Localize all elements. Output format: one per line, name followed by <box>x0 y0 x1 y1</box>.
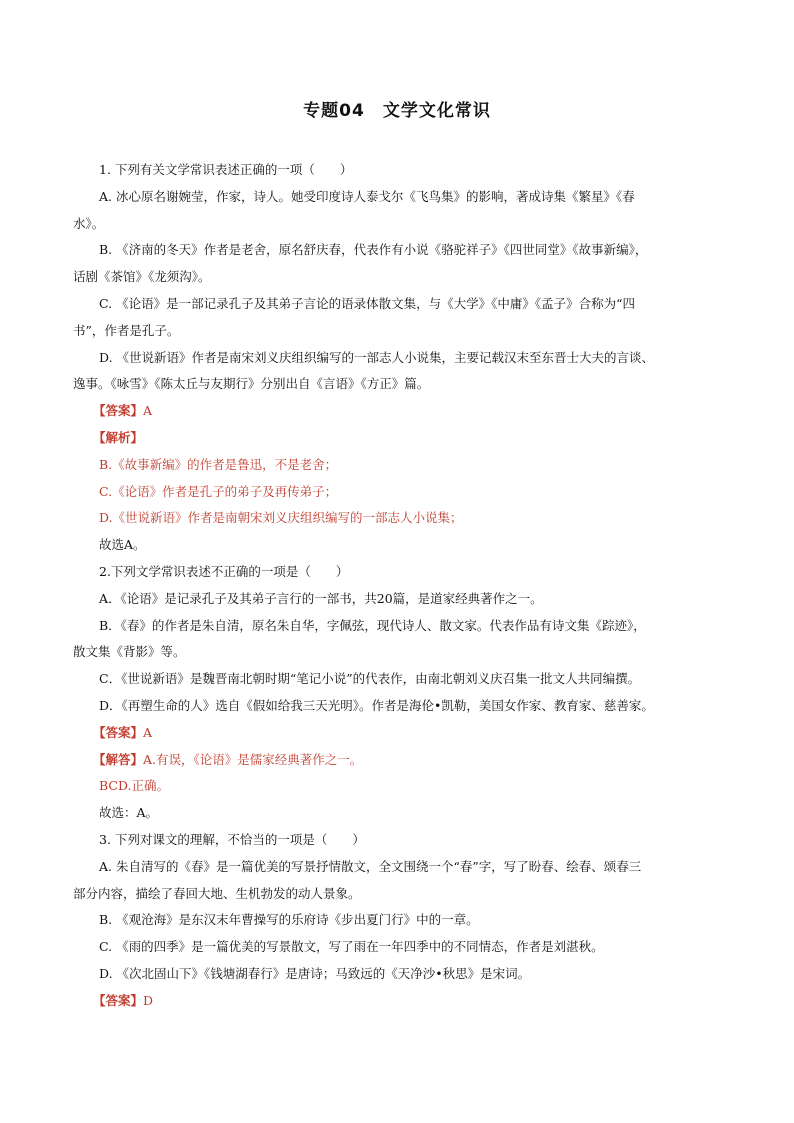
option-line: B. 《济南的冬天》作者是老舍，原名舒庆春，代表作有小说《骆驼祥子》《四世同堂》《故事新编》， <box>99 242 648 258</box>
answer-value: A <box>143 403 153 419</box>
conclusion-text: 故选A。 <box>99 537 146 553</box>
question-stem: 1. 下列有关文学常识表述正确的一项（ ） <box>99 162 353 177</box>
title-main: 专题04 <box>303 101 365 121</box>
content <box>73 157 739 1015</box>
answer-label: 【答案】 <box>93 724 144 740</box>
option-line: D．《再塑生命的人》选自《假如给我三天光明》。作者是海伦•凯勒，美国女作家、教育家、慈善家。 <box>99 697 654 713</box>
option-line: 部分内容，描绘了春回大地、生机勃发的动人景象。 <box>73 885 361 901</box>
option-line: 散文集《背影》等。 <box>73 644 186 660</box>
option-line: A. 朱自清写的《春》是一篇优美的写景抒情散文，全文围绕一个“春”字，写了盼春、绘春、颂春三 <box>99 858 642 874</box>
option-line: A．《论语》是记录孔子及其弟子言行的一部书，共20篇，是道家经典著作之一。 <box>99 590 543 606</box>
option-line: B. 《观沧海》是东汉末年曹操写的乐府诗《步出夏门行》中的一章。 <box>99 912 479 928</box>
option-line: 话剧《茶馆》《龙须沟》。 <box>73 269 211 285</box>
option-line: 逸事。《咏雪》《陈太丘与友期行》分别出自《言语》《方正》篇。 <box>73 376 430 392</box>
option-line: B．《春》的作者是朱自清，原名朱自华，字佩弦，现代诗人、散文家。代表作品有诗文集《踪迹》， <box>99 617 646 633</box>
analysis-label: 【解答】 <box>93 751 144 767</box>
analysis-text: C.《论语》作者是孔子的弟子及再传弟子； <box>99 483 338 499</box>
option-line: C. 《论语》是一部记录孔子及其弟子言论的语录体散文集，与《大学》《中庸》《孟子》合称为“四 <box>99 295 635 311</box>
question-stem: 2.下列文学常识表述不正确的一项是（ ） <box>99 563 349 579</box>
analysis-label: 【解析】 <box>93 429 144 445</box>
answer-line <box>93 988 739 1015</box>
option-line: C. 《雨的四季》是一篇优美的写景散文，写了雨在一年四季中的不同情态，作者是刘湛秋。 <box>99 939 604 955</box>
conclusion-text: 故选：A。 <box>99 805 159 821</box>
analysis-inline: A.有误，《论语》是儒家经典著作之一。 <box>143 751 363 767</box>
analysis-text: D.《世说新语》作者是南朝宋刘义庆组织编写的一部志人小说集； <box>99 510 463 526</box>
option-line: D. 《世说新语》作者是南宋刘义庆组织编写的一部志人小说集，主要记载汉末至东晋士大夫的言谈、 <box>99 349 655 365</box>
answer-line <box>93 398 739 425</box>
analysis-line <box>93 425 739 452</box>
title-sub: 文学文化常识 <box>382 101 491 121</box>
question-stem: 3. 下列对课文的理解，不恰当的一项是（ ） <box>99 831 365 847</box>
analysis-text: B.《故事新编》的作者是鲁迅，不是老舍； <box>99 456 338 472</box>
option-line: A. 冰心原名谢婉莹，作家，诗人。她受印度诗人泰戈尔《飞鸟集》的影响，著成诗集《繁星》《春 <box>99 188 635 204</box>
option-line: D. 《次北固山下》《钱塘湖春行》是唐诗；马致远的《天净沙•秋思》是宋词。 <box>99 965 531 981</box>
option-line: 水》。 <box>73 215 105 231</box>
option-line: C．《世说新语》是魏晋南北朝时期“笔记小说”的代表作，由南北朝刘义庆召集一批文人共同编撰。 <box>99 671 641 687</box>
option-line: 书”，作者是孔子。 <box>73 322 180 338</box>
analysis-text: BCD.正确。 <box>99 778 170 794</box>
answer-value: D <box>143 992 154 1008</box>
page-title <box>0 96 794 121</box>
answer-label: 【答案】 <box>93 403 144 419</box>
answer-label: 【答案】 <box>93 992 144 1008</box>
analysis-line <box>93 747 739 774</box>
answer-line <box>93 720 739 747</box>
answer-value: A <box>143 724 153 740</box>
